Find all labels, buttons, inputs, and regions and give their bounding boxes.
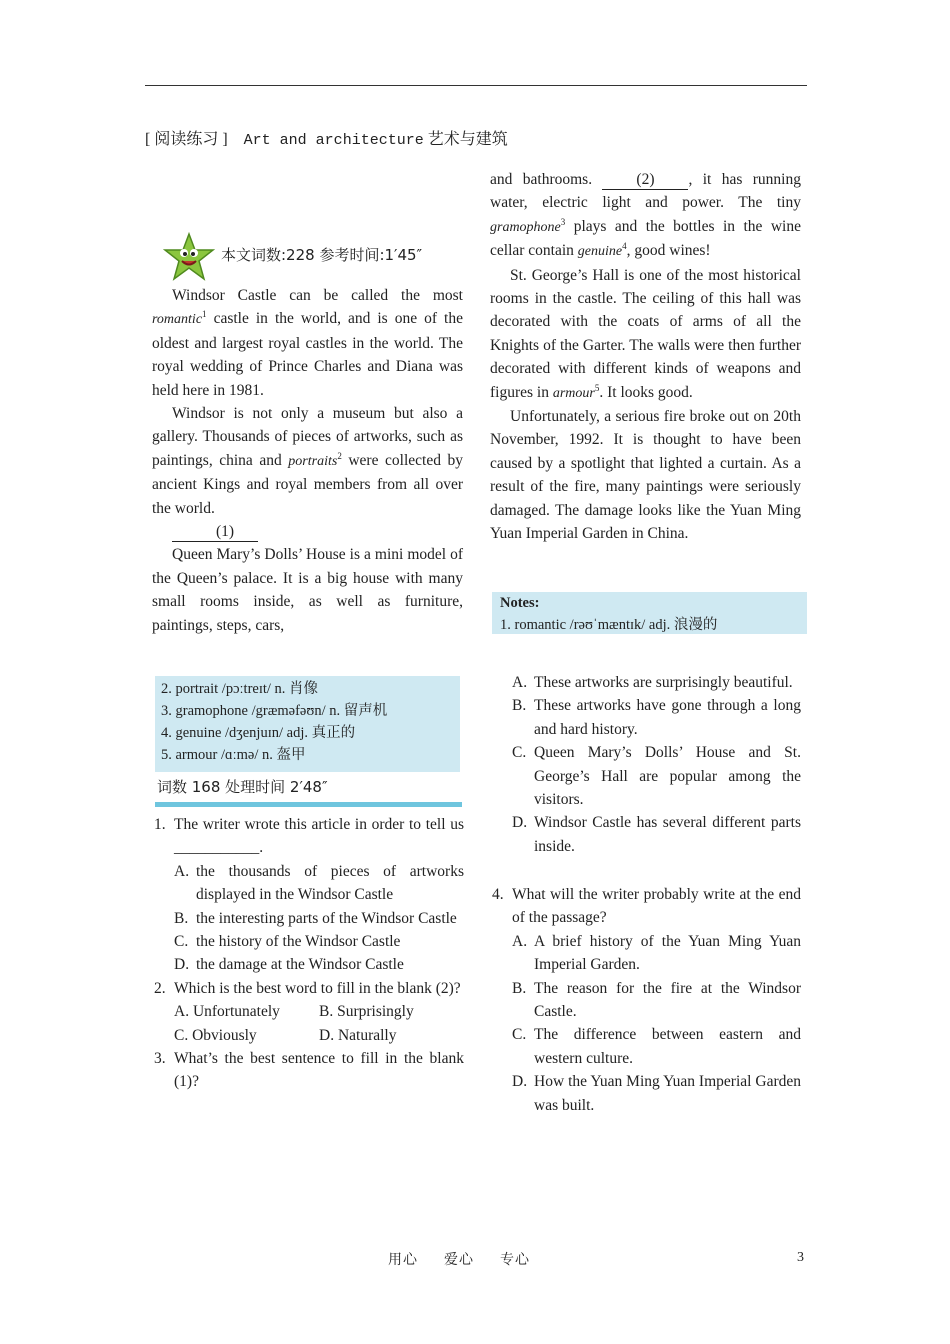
q2-options-row-1 xyxy=(154,1000,464,1023)
blank-1-line xyxy=(152,520,463,543)
q4-option-b[interactable]: B. The reason for the fire at the Windsor Castle. xyxy=(512,979,801,1021)
q2-option-c[interactable]: C. Obviously xyxy=(174,1026,257,1044)
section-title-en: Art and architecture xyxy=(243,132,424,149)
q1-option-d[interactable]: D. the damage at the Windsor Castle xyxy=(174,956,404,974)
paragraph-1: Windsor Castle can be called the most romantic$^1$ castle in the world, and is one of the oldest and largest royal castles in the world. The royal wedding of Prince Charles and Diana was held here in 1981. xyxy=(152,287,463,399)
q3-option-c[interactable]: C. Queen Mary’s Dolls’ House and St. George’s Hall are popular among the visitors. xyxy=(512,744,801,809)
section-title-cn: 艺术与建筑 xyxy=(427,131,508,148)
footer-motto: 用心 爱心 专心 xyxy=(388,1252,530,1268)
question-3: 3. What’s the best sentence to fill in the blank (1)? xyxy=(154,1050,464,1091)
passage-left-column xyxy=(152,284,463,637)
questions-right xyxy=(512,671,801,858)
word-count-text: 本文词数:228 参考时间:1′45″ xyxy=(221,246,423,264)
page-number: 3 xyxy=(797,1250,804,1265)
divider-bar xyxy=(155,802,462,807)
question-1: 1. The writer wrote this article in order to tell us ___________. xyxy=(154,816,464,857)
question-4-block xyxy=(492,883,801,1117)
processing-time: 词数 168 处理时间 2′48″ xyxy=(157,778,328,796)
q1-option-a[interactable]: A. the thousands of pieces of artworks displayed in the Windsor Castle xyxy=(174,862,464,904)
notes-box-top xyxy=(492,592,807,634)
notes-box-bottom xyxy=(155,676,460,772)
q4-option-a[interactable]: A. A brief history of the Yuan Ming Yuan Imperial Garden. xyxy=(512,932,801,974)
paragraph-3-continued: and bathrooms. (2) , it has running water, electric light and power. The tiny gramophone$^3$ plays and the bottles in the wine cellar contain genuine$^4$, good wines! xyxy=(490,171,801,260)
paragraph-5: Unfortunately, a serious fire broke out on 20th November, 1992. It is thought to have been caused by a spotlight that lighted a curtain. As a result of the fire, many paintings were seriously damaged. The damage looks like the Yuan Ming Yuan Imperial Garden in China. xyxy=(490,408,801,543)
q3-option-d[interactable]: D. Windsor Castle has several different parts inside. xyxy=(512,814,801,855)
q2-option-a[interactable]: A. Unfortunately xyxy=(174,1003,280,1021)
section-header xyxy=(145,126,508,149)
paragraph-3: Queen Mary’s Dolls’ House is a mini model of the Queen’s palace. It is a big house with many small rooms inside, as well as furniture, paintings, steps, cars, xyxy=(152,546,463,634)
q3-option-b[interactable]: B. These artworks have gone through a long and hard history. xyxy=(512,697,801,738)
q2-option-b[interactable]: B. Surprisingly xyxy=(319,1003,414,1021)
word-count-box xyxy=(163,232,468,282)
note-item-2: 2. portrait /pɔːtreɪt/ n. 肖像 xyxy=(161,681,319,697)
blank-1: (1) xyxy=(172,523,258,542)
note-item-4: 4. genuine /dʒenjuɪn/ adj. 真正的 xyxy=(161,725,356,741)
paragraph-2: Windsor is not only a museum but also a gallery. Thousands of pieces of artworks, such as paintings, china and portraits$^2$ were collected by ancient Kings and royal members from all over the world. xyxy=(152,405,463,517)
q1-option-c[interactable]: C. the history of the Windsor Castle xyxy=(174,933,401,951)
smiling-star-icon xyxy=(163,232,215,282)
note-item-3: 3. gramophone /græməfəʊn/ n. 留声机 xyxy=(161,703,388,719)
header-rule xyxy=(145,85,807,86)
paragraph-4: St. George’s Hall is one of the most historical rooms in the castle. The ceiling of this hall was decorated with the coats of arms of all the Knights of the Garter. The walls were then further decorated with different kinds of weapons and figures in armour$^5$. It looks good. xyxy=(490,266,801,401)
passage-right-column xyxy=(490,168,801,546)
q3-option-a[interactable]: A. These artworks are surprisingly beautiful. xyxy=(512,674,793,691)
q2-option-d[interactable]: D. Naturally xyxy=(319,1026,397,1044)
note-item-5: 5. armour /ɑːmə/ n. 盔甲 xyxy=(161,747,306,763)
section-label: [ 阅读练习 ] xyxy=(145,131,228,148)
questions-left xyxy=(154,813,464,1094)
q4-option-d[interactable]: D. How the Yuan Ming Yuan Imperial Garden was built. xyxy=(512,1073,801,1114)
question-2: 2. Which is the best word to fill in the blank (2)? xyxy=(154,979,461,997)
question-4: 4. What will the writer probably write at the end of the passage? xyxy=(492,886,801,927)
notes-title: Notes: xyxy=(500,595,540,611)
note-item-1: 1. romantic /rəʊˈmæntɪk/ adj. 浪漫的 xyxy=(500,617,718,633)
q1-option-b[interactable]: B. the interesting parts of the Windsor Castle xyxy=(174,909,457,927)
blank-2: (2) xyxy=(602,171,688,190)
q4-option-c[interactable]: C. The difference between eastern and western culture. xyxy=(512,1026,801,1067)
q2-options-row-2 xyxy=(154,1024,464,1047)
